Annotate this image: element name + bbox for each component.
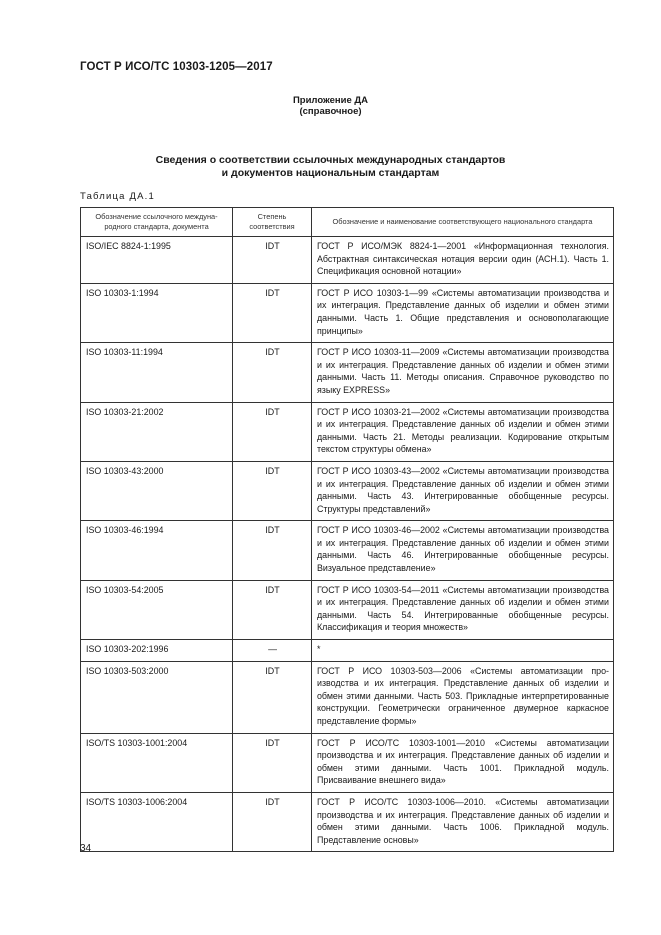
table-header-row	[81, 208, 614, 237]
reference-standard-cell: ISO 10303-21:2002	[81, 402, 233, 461]
table-row	[81, 733, 614, 792]
reference-standard-cell: ISO 10303-43:2000	[81, 461, 233, 520]
reference-standard-cell: ISO 10303-503:2000	[81, 661, 233, 733]
section-title-line1: Сведения о соответствии ссылочных международных стандартов	[155, 154, 506, 166]
table-row	[81, 343, 614, 402]
national-standard-cell: ГОСТ Р ИСО 10303-54—2011 «Системы автоматизации производства и их интеграция. Представление данных об изделии и обмен этими данными. Часть 54. Интегрированные обобщенные ресурсы. Классификация и теория множеств»	[312, 580, 614, 639]
compliance-degree-cell: IDT	[233, 733, 312, 792]
table-body	[81, 237, 614, 852]
reference-standard-cell: ISO 10303-11:1994	[81, 343, 233, 402]
column-header-degree: Степень соответствия	[233, 208, 312, 237]
national-standard-cell: ГОСТ Р ИСО 10303-43—2002 «Системы автоматизации производства и их интеграция. Представление данных об изделии и обмен этими данными. Часть 43. Интегрированные обобщенные ресурсы. Структуры представлений»	[312, 461, 614, 520]
page-number: 34	[80, 843, 92, 854]
compliance-degree-cell: IDT	[233, 237, 312, 284]
compliance-degree-cell: IDT	[233, 792, 312, 851]
national-standard-cell: ГОСТ Р ИСО/ТС 10303-1001—2010 «Системы автоматизации производства и их интеграция. Представление данных об изделии и обмен этими данными. Часть 1001. Прикладной модуль. Присваивание внешнего вида»	[312, 733, 614, 792]
national-standard-cell: ГОСТ Р ИСО 10303-46—2002 «Системы автоматизации производства и их интеграция. Представление данных об изделии и обмен этими данными. Часть 46. Интегрированные обобщенные ресурсы. Визуальное представление»	[312, 521, 614, 580]
reference-standard-cell: ISO 10303-46:1994	[81, 521, 233, 580]
compliance-degree-cell: IDT	[233, 343, 312, 402]
compliance-degree-cell: IDT	[233, 461, 312, 520]
appendix-title: Приложение ДА	[292, 95, 369, 106]
table-row	[81, 580, 614, 639]
table-caption: Таблица ДА.1	[80, 191, 155, 202]
national-standard-cell: ГОСТ Р ИСО 10303-1—99 «Системы автоматизации производства и их интеграция. Представление данных об изделии и обмен этими данными. Часть 1. Общие представления и основополагающие принципы»	[312, 283, 614, 342]
column-header-ref: Обозначение ссылочного международного стандарта, документа	[81, 208, 233, 237]
compliance-degree-cell: IDT	[233, 661, 312, 733]
national-standard-cell: ГОСТ Р ИСО 10303-503—2006 «Системы автоматизации производства и их интеграция. Представление данных об изделии и обмен этими данными. Часть 503. Прикладные интерпретированные конструкции. Геометрически ограниченное двумерное каркасное представление формы»	[312, 661, 614, 733]
national-standard-cell: ГОСТ Р ИСО/МЭК 8824-1—2001 «Информационная технология. Абстрактная синтаксическая нотация версии один (АСН.1). Часть 1. Спецификация основной нотации»	[312, 237, 614, 284]
reference-standard-cell: ISO/TS 10303-1001:2004	[81, 733, 233, 792]
national-standard-cell: ГОСТ Р ИСО 10303-11—2009 «Системы автоматизации производства и их интеграция. Представление данных об изделии и обмен этими данными. Часть 11. Методы описания. Справочное руководство по языку EXPRESS»	[312, 343, 614, 402]
section-title-line2: и документов национальным стандартам	[221, 167, 440, 179]
column-header-national: Обозначение и наименование соответствующего национального стандарта	[312, 208, 614, 237]
compliance-degree-cell: —	[233, 640, 312, 662]
reference-standard-cell: ISO/TS 10303-1006:2004	[81, 792, 233, 851]
table-row	[81, 521, 614, 580]
national-standard-cell: ГОСТ Р ИСО 10303-21—2002 «Системы автоматизации производства и их интеграция. Представление данных об изделии и обмен этими данными. Часть 21. Методы реализации. Кодирование открытым текстом структуры обмена»	[312, 402, 614, 461]
document-code: ГОСТ Р ИСО/ТС 10303-1205—2017	[80, 61, 273, 73]
compliance-degree-cell: IDT	[233, 521, 312, 580]
reference-standard-cell: ISO/IEC 8824-1:1995	[81, 237, 233, 284]
table-row	[81, 640, 614, 662]
table-row	[81, 461, 614, 520]
reference-standard-cell: ISO 10303-202:1996	[81, 640, 233, 662]
national-standard-cell: *	[312, 640, 614, 662]
national-standard-cell: ГОСТ Р ИСО/ТС 10303-1006—2010. «Системы автоматизации производства и их интеграция. Представление данных об изделии и обмен этими данными. Часть 1006. Прикладной модуль. Представление основы»	[312, 792, 614, 851]
compliance-degree-cell: IDT	[233, 283, 312, 342]
table-row	[81, 402, 614, 461]
compliance-degree-cell: IDT	[233, 580, 312, 639]
reference-standard-cell: ISO 10303-54:2005	[81, 580, 233, 639]
reference-standard-cell: ISO 10303-1:1994	[81, 283, 233, 342]
appendix-subtitle: (справочное)	[299, 106, 362, 117]
correspondence-table	[80, 207, 614, 852]
table-row	[81, 661, 614, 733]
table-row	[81, 283, 614, 342]
table-row	[81, 237, 614, 284]
compliance-degree-cell: IDT	[233, 402, 312, 461]
table-row	[81, 792, 614, 851]
